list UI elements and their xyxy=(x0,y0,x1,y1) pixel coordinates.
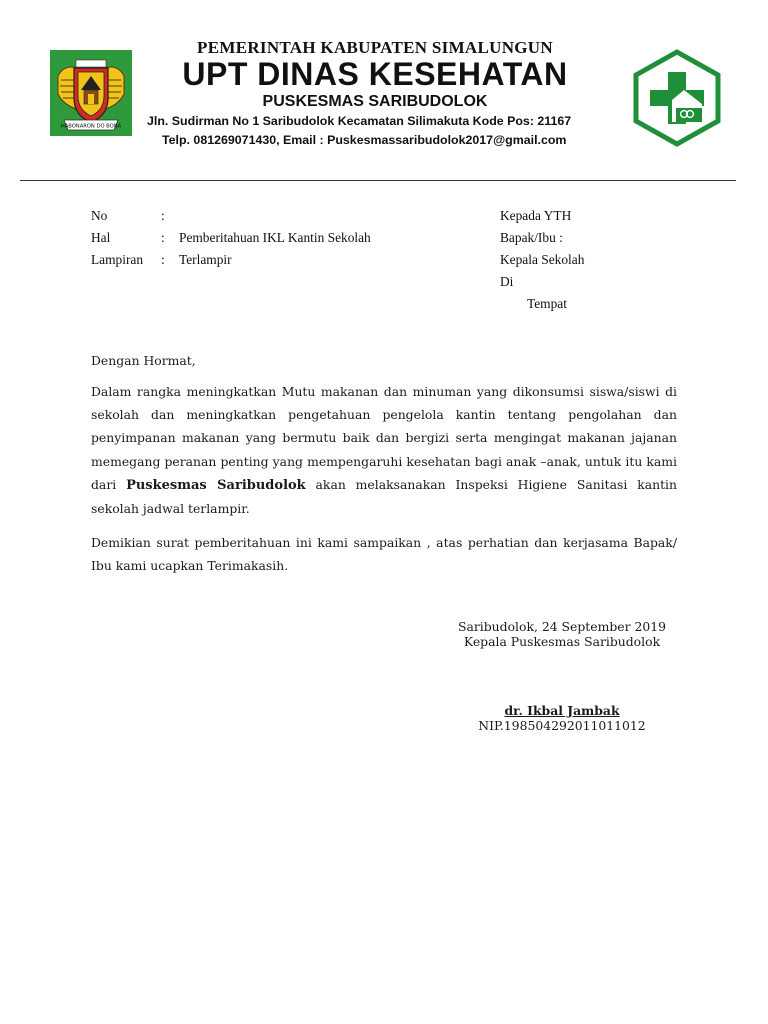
office-address: Jln. Sudirman No 1 Saribudolok Kecamatan Silimakuta Kode Pos: 21167 xyxy=(147,114,572,128)
place-date: Saribudolok, 24 September 2019 xyxy=(457,619,667,634)
header-divider xyxy=(20,180,736,181)
signer-position: Kepala Puskesmas Saribudolok xyxy=(463,634,661,649)
paragraph-2: Demikian surat pemberitahuan ini kami sampaikan , atas perhatian dan kerjasama Bapak/ Ibu kami ucapkan Terimakasih. xyxy=(91,535,677,574)
kabupaten-simalungun-logo xyxy=(50,50,132,136)
svg-text:HABONARON DO BONA: HABONARON DO BONA xyxy=(60,123,122,130)
lampiran-value: Terlampir xyxy=(179,252,232,267)
lampiran-label: Lampiran xyxy=(91,252,144,267)
hal-value: Pemberitahuan IKL Kantin Sekolah xyxy=(179,230,371,245)
signer-nip: NIP.198504292011011012 xyxy=(478,718,646,733)
hal-label: Hal xyxy=(91,230,111,245)
government-name: PEMERINTAH KABUPATEN SIMALUNGUN xyxy=(197,38,553,57)
recipient-line-4: Di xyxy=(500,274,514,289)
no-label: No xyxy=(91,208,108,223)
recipient-line-3: Kepala Sekolah xyxy=(500,252,585,267)
signer-name: dr. Ikbal Jambak xyxy=(504,703,620,718)
agency-title: UPT DINAS KESEHATAN xyxy=(182,56,568,92)
contact-info: Telp. 081269071430, Email : Puskesmassaribudolok2017@gmail.com xyxy=(162,133,567,147)
recipient-line-5: Tempat xyxy=(527,296,567,311)
no-colon: : xyxy=(161,208,165,223)
hal-colon: : xyxy=(161,230,165,245)
paragraph-1 xyxy=(91,380,677,520)
puskesmas-logo xyxy=(632,48,722,148)
unit-name: PUSKESMAS SARIBUDOLOK xyxy=(262,93,488,110)
lampiran-colon: : xyxy=(161,252,165,267)
paragraph-1-text-a: Dalam rangka meningkatkan Mutu makanan dan minuman yang dikonsumsi siswa/siswi di sekolah dan meningkatkan pengetahuan pengelola kantin tentang pengolahan dan penyimpanan makanan yang bermutu baik dan bergizi serta mengingat makanan jajanan memegang peranan penting yang mempengaruhi kesehatan bagi anak –anak, untuk itu kami dari xyxy=(91,384,677,492)
recipient-line-1: Kepada YTH xyxy=(500,208,572,223)
recipient-line-2: Bapak/Ibu : xyxy=(500,230,563,245)
greeting: Dengan Hormat, xyxy=(91,353,196,368)
paragraph-1-bold: Puskesmas Saribudolok xyxy=(126,477,306,493)
paragraph-1-text-b: akan melaksanakan Inspeksi Higiene Sanitasi kantin sekolah jadwal terlampir. xyxy=(91,476,677,517)
